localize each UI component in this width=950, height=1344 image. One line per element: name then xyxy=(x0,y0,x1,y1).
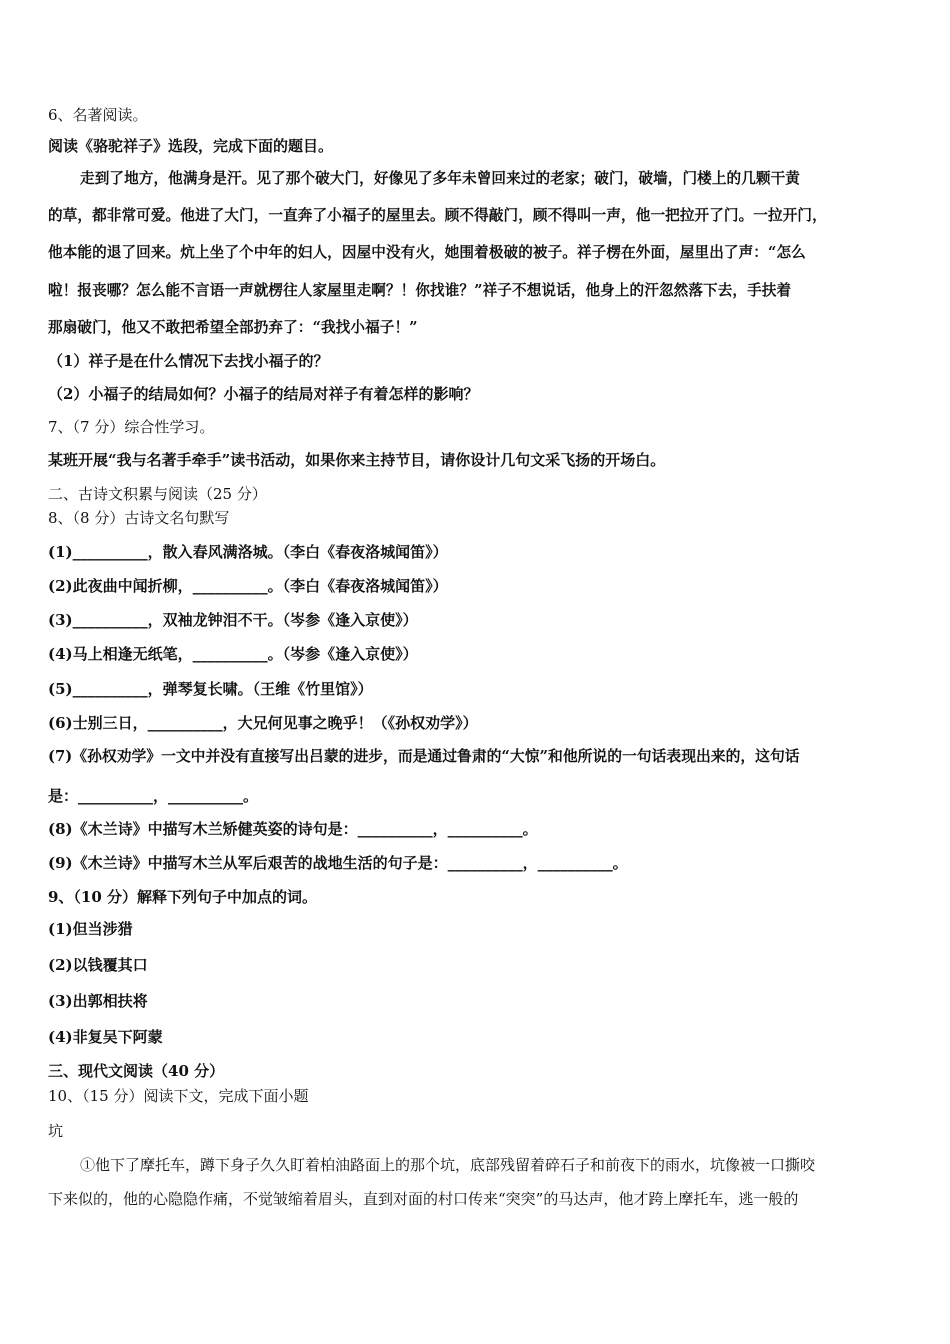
q6-passage-line: 的草，都非常可爱。他进了大门，一直奔了小福子的屋里去。顾不得敲门，顾不得叫一声，他一把拉开了门。一拉开门， xyxy=(48,207,827,224)
q9-item: (4)非复吴下阿蒙 xyxy=(48,1028,163,1046)
q9-item: (3)出郭相扶将 xyxy=(48,992,148,1010)
q8-item: (7)《孙权劝学》一文中并没有直接写出吕蒙的进步，而是通过鲁肃的“大惊”和他所说的一句话表现出来的，这句话 xyxy=(48,748,800,765)
article-paragraph-line: ①他下了摩托车，蹲下身子久久盯着柏油路面上的那个坑，底部残留着碎石子和前夜下的雨水，坑像被一口撕咬 xyxy=(80,1156,816,1174)
q8-item: (1)__________，散入春风满洛城。（李白《春夜洛城闻笛》） xyxy=(48,543,448,561)
q6-passage-line: 走到了地方，他满身是汗。见了那个破大门，好像见了多年未曾回来过的老家；破门，破墙，门楼上的几颗干黄 xyxy=(80,170,800,187)
q8-item: (3)__________，双袖龙钟泪不干。（岑参《逢入京使》） xyxy=(48,611,418,629)
q9-title: 9、（10 分）解释下列句子中加点的词。 xyxy=(48,888,318,906)
q6-subquestion-2: （2）小福子的结局如何？小福子的结局对祥子有着怎样的影响？ xyxy=(48,385,479,403)
q8-item: (8)《木兰诗》中描写木兰矫健英姿的诗句是：__________，__________。 xyxy=(48,820,538,838)
q7-title: 7、（7 分）综合性学习。 xyxy=(48,418,215,436)
q6-title: 6、名著阅读。 xyxy=(48,106,148,124)
article-title: 坑 xyxy=(48,1122,64,1140)
q8-title: 8、（8 分）古诗文名句默写 xyxy=(48,509,230,527)
q6-passage-line: 啦！报丧哪？怎么能不言语一声就楞往人家屋里走啊？！你找谁？”祥子不想说话，他身上的汗忽然落下去，手扶着 xyxy=(48,282,792,299)
q9-item: (2)以钱覆其口 xyxy=(48,956,148,974)
q6-subquestion-1: （1）祥子是在什么情况下去找小福子的？ xyxy=(48,352,329,370)
q7-body: 某班开展“我与名著手牵手”读书活动，如果你来主持节目，请你设计几句文采飞扬的开场白。 xyxy=(48,451,666,469)
q9-item: (1)但当涉猎 xyxy=(48,920,133,938)
section-2-title: 二、古诗文积累与阅读（25 分） xyxy=(48,485,267,503)
section-3-title: 三、现代文阅读（40 分） xyxy=(48,1062,225,1080)
q6-passage-line: 他本能的退了回来。炕上坐了个中年的妇人，因屋中没有火，她围着极破的被子。祥子楞在外面，屋里出了声：“怎么 xyxy=(48,244,806,261)
q8-item: (4)马上相逢无纸笔，__________。（岑参《逢入京使》） xyxy=(48,645,418,663)
q8-item: (2)此夜曲中闻折柳，__________。（李白《春夜洛城闻笛》） xyxy=(48,577,448,595)
article-paragraph-line: 下来似的，他的心隐隐作痛，不觉皱缩着眉头，直到对面的村口传来“突突”的马达声，他才跨上摩托车，逃一般的 xyxy=(48,1190,799,1208)
q8-item: (9)《木兰诗》中描写木兰从军后艰苦的战地生活的句子是：__________，__________。 xyxy=(48,854,628,872)
q8-item: 是：__________，__________。 xyxy=(48,787,259,805)
q10-title: 10、（15 分）阅读下文，完成下面小题 xyxy=(48,1087,309,1105)
q8-item: (6)士别三日，__________，大兄何见事之晚乎！（《孙权劝学》） xyxy=(48,714,478,732)
q8-item: (5)__________，弹琴复长啸。（王维《竹里馆》） xyxy=(48,680,373,698)
q6-intro: 阅读《骆驼祥子》选段，完成下面的题目。 xyxy=(48,137,334,155)
q6-passage-line: 那扇破门，他又不敢把希望全部扔弃了：“我找小福子！” xyxy=(48,319,418,336)
